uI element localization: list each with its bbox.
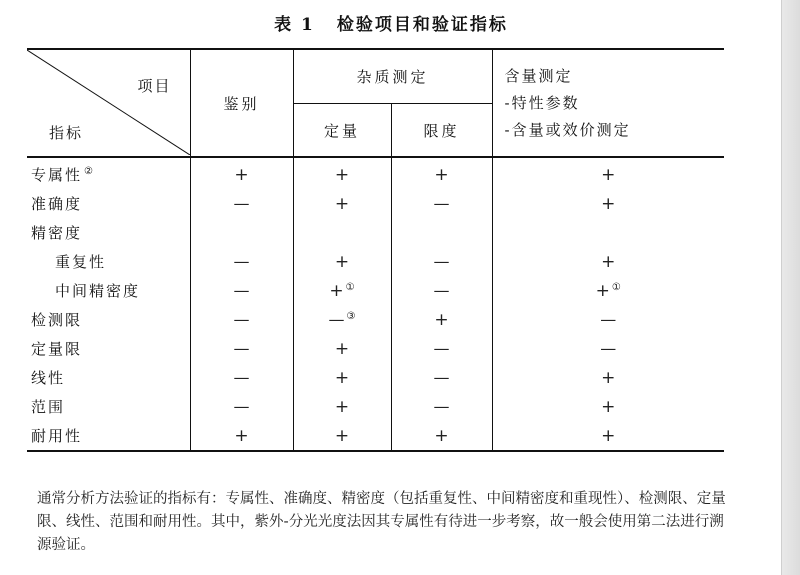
table-cell	[190, 247, 293, 276]
minus-mark: —	[233, 368, 250, 387]
assay-line: -特性参数	[504, 93, 580, 112]
table-cell	[293, 247, 391, 276]
row-label	[27, 189, 190, 218]
plus-mark: +	[601, 193, 616, 214]
table-body	[27, 157, 724, 451]
header-identification: 鉴别	[190, 49, 293, 157]
explanation-paragraph: 通常分析方法验证的指标有：专属性、准确度、精密度（包括重复性、中间精密度和重现性）、检测限、定量限、线性、范围和耐用性。其中，紫外-分光光度法因其专属性有待进一步考察，故一般会使用第二法进行溯源验证。	[37, 491, 726, 553]
plus-mark: +	[334, 193, 350, 214]
table-cell	[190, 363, 293, 392]
footnote-marker: ①	[345, 281, 355, 293]
table-cell	[190, 305, 293, 334]
minus-mark: —	[433, 368, 450, 387]
row-label	[27, 305, 190, 334]
table-cell	[293, 157, 391, 189]
plus-mark: +	[329, 280, 344, 301]
assay-line: 含量测定	[504, 66, 573, 85]
table-cell	[190, 218, 293, 247]
table-row	[27, 392, 724, 421]
table-row	[27, 247, 724, 276]
row-label	[27, 276, 190, 305]
row-label	[27, 157, 190, 189]
scrollbar-track[interactable]	[781, 0, 800, 575]
table-row	[27, 218, 724, 247]
table-number: 表 1	[274, 15, 315, 35]
table-cell	[293, 218, 391, 247]
minus-mark: —	[433, 194, 450, 213]
table-row	[27, 189, 724, 218]
plus-mark: +	[601, 164, 616, 185]
table-cell	[391, 363, 492, 392]
table-cell	[293, 189, 391, 218]
plus-mark: +	[334, 425, 350, 446]
row-label	[27, 392, 190, 421]
header-indicator-label: 指标	[49, 124, 84, 142]
row-label-text: 耐用性	[31, 427, 83, 445]
plus-mark: +	[334, 367, 350, 388]
table-row	[27, 421, 724, 451]
plus-mark: +	[434, 164, 449, 185]
plus-mark: +	[234, 164, 249, 185]
minus-mark: —	[433, 252, 450, 271]
footnote-marker: ①	[611, 281, 621, 293]
table-cell	[492, 218, 724, 247]
table-cell	[190, 189, 293, 218]
table-cell	[492, 247, 724, 276]
table-cell	[293, 421, 391, 451]
table-cell	[492, 157, 724, 189]
table-cell	[293, 305, 391, 334]
table-cell	[293, 276, 391, 305]
minus-mark: —	[600, 310, 617, 329]
table-cell	[293, 363, 391, 392]
row-label-text: 中间精密度	[55, 282, 141, 300]
plus-mark: +	[334, 396, 350, 417]
table-cell	[190, 157, 293, 189]
minus-mark: —	[433, 281, 450, 300]
table-cell	[293, 334, 391, 363]
table-cell	[492, 421, 724, 451]
minus-mark: —	[433, 397, 450, 416]
table-row	[27, 334, 724, 363]
plus-mark: +	[595, 280, 610, 301]
table-cell	[190, 276, 293, 305]
table-cell	[391, 334, 492, 363]
header-impurity: 杂质测定	[293, 49, 492, 104]
table-row	[27, 305, 724, 334]
table-cell	[391, 421, 492, 451]
table-cell	[293, 392, 391, 421]
table-cell	[391, 218, 492, 247]
row-label-text: 线性	[31, 369, 66, 387]
header-limit: 限度	[391, 104, 492, 158]
table-title	[0, 10, 782, 35]
table-cell	[391, 276, 492, 305]
table-cell	[492, 189, 724, 218]
row-label-text: 检测限	[31, 311, 83, 329]
table-cell	[190, 421, 293, 451]
plus-mark: +	[434, 425, 449, 446]
table-cell	[391, 189, 492, 218]
row-label-text: 定量限	[31, 340, 83, 358]
assay-line: -含量或效价测定	[504, 120, 631, 139]
plus-mark: +	[334, 338, 350, 359]
row-label	[27, 247, 190, 276]
table-row	[27, 363, 724, 392]
validation-table	[27, 48, 724, 452]
row-label-text: 准确度	[31, 195, 83, 213]
minus-mark: —	[233, 310, 250, 329]
row-label	[27, 218, 190, 247]
plus-mark: +	[601, 425, 616, 446]
footnote-marker: ③	[346, 311, 356, 322]
table-row	[27, 276, 724, 305]
table-cell	[391, 247, 492, 276]
plus-mark: +	[334, 164, 350, 185]
minus-mark: —	[233, 281, 250, 300]
row-label-text: 精密度	[31, 224, 83, 242]
row-label-text: 重复性	[55, 253, 107, 271]
header-quantitative: 定量	[293, 104, 391, 158]
table-cell	[492, 392, 724, 421]
table-cell	[190, 334, 293, 363]
minus-mark: —	[233, 194, 250, 213]
plus-mark: +	[601, 396, 616, 417]
table-cell	[190, 392, 293, 421]
header-assay	[492, 49, 724, 157]
minus-mark: —	[433, 339, 450, 358]
row-label	[27, 363, 190, 392]
minus-mark: —	[233, 252, 250, 271]
table-cell	[492, 276, 724, 305]
table-cell	[492, 334, 724, 363]
table-row	[27, 157, 724, 189]
plus-mark: +	[334, 251, 350, 272]
row-label	[27, 334, 190, 363]
table-cell	[391, 392, 492, 421]
minus-mark: —	[233, 339, 250, 358]
plus-mark: +	[434, 309, 449, 330]
row-label	[27, 421, 190, 451]
header-item-label: 项目	[137, 77, 172, 95]
minus-mark: —	[233, 397, 250, 416]
minus-mark: —	[328, 310, 345, 329]
plus-mark: +	[601, 367, 616, 388]
row-label-text: 范围	[31, 398, 66, 416]
table-caption: 检验项目和验证指标	[336, 15, 508, 35]
table-header	[27, 49, 724, 157]
footnote-marker: ②	[84, 166, 95, 177]
plus-mark: +	[234, 425, 249, 446]
diagonal-header-cell	[27, 49, 190, 157]
minus-mark: —	[600, 339, 617, 358]
row-label-text: 专属性	[31, 166, 83, 184]
table-cell	[391, 157, 492, 189]
table-cell	[391, 305, 492, 334]
plus-mark: +	[601, 251, 616, 272]
table-cell	[492, 305, 724, 334]
table-cell	[492, 363, 724, 392]
